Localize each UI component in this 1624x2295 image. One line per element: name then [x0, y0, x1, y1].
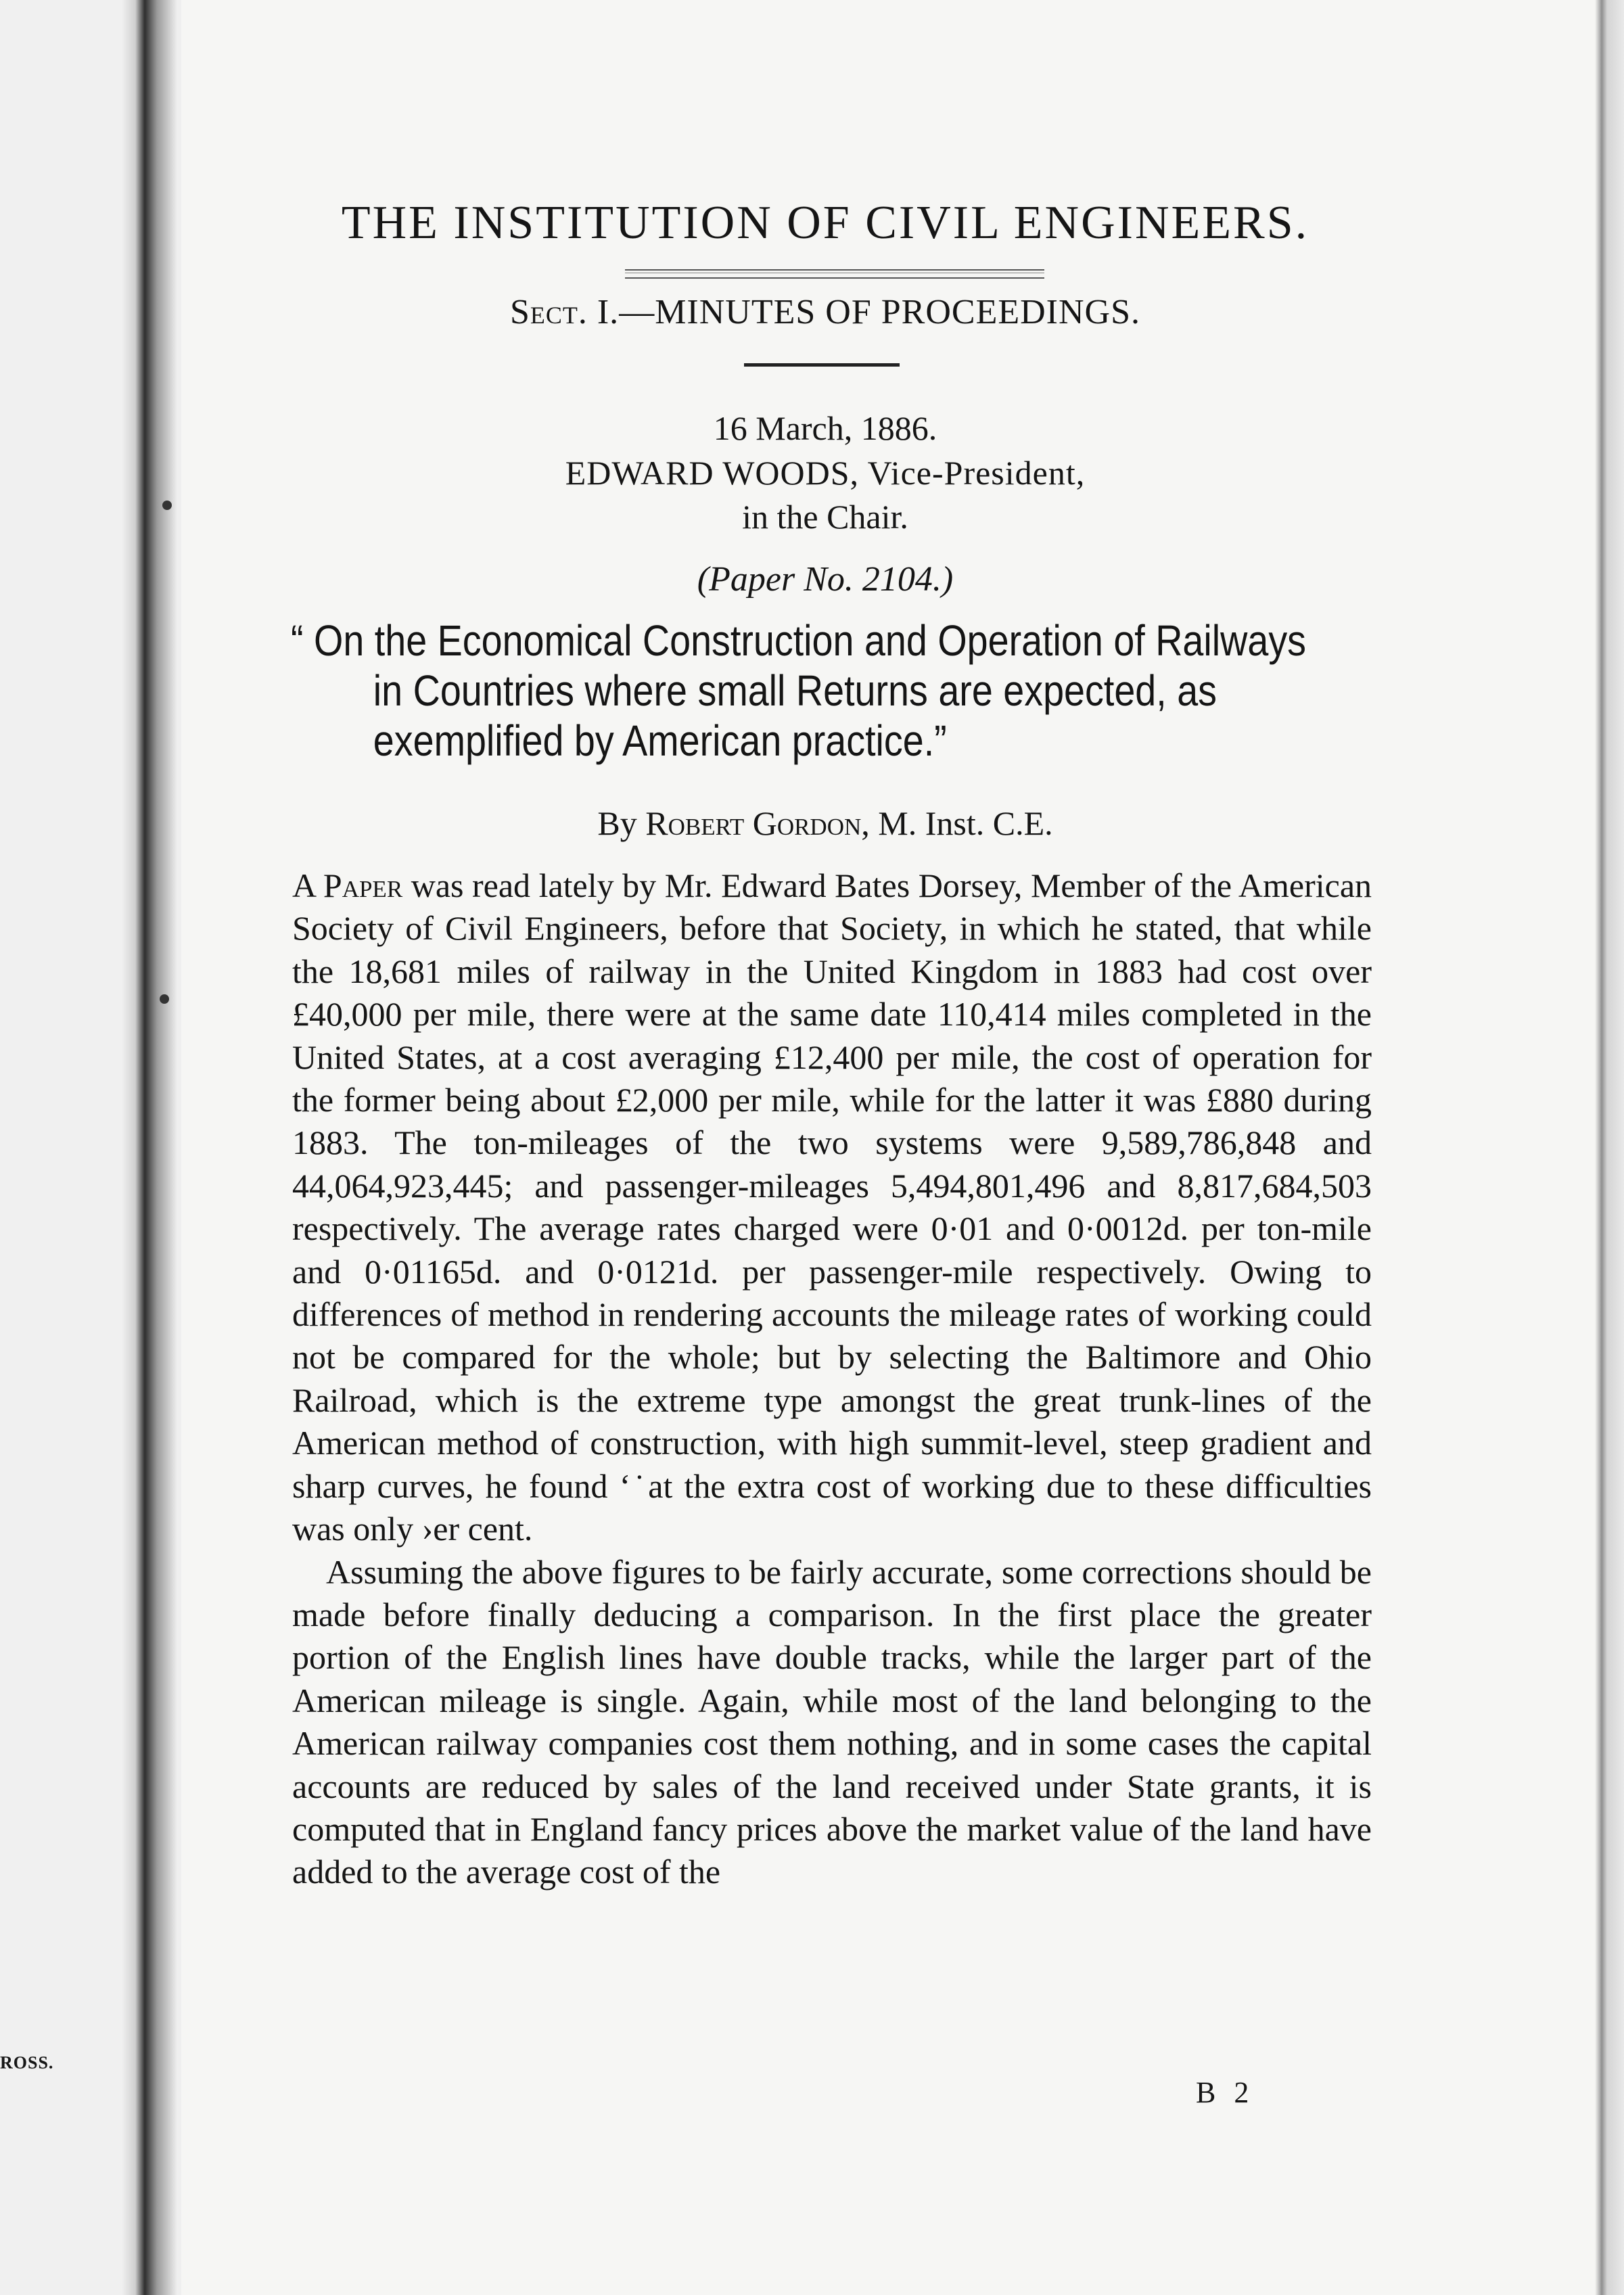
paper-title-line: in Countries where small Returns are expected, as [373, 666, 1217, 715]
paper-title-line: “ On the Economical Construction and Operation of Railways [291, 616, 1306, 665]
paragraph-text: Assuming the above figures to be fairly accurate, some corrections should be made before finally deducing a comparison. In the first place the greater portion of the English lines have double tracks, while the larger part of the American mileage is single. Again, while most of the land belonging to the American railway companies cost them nothing, and in some cases the capital accounts are reduced by sales of the land received under State grants, it is computed that in England fancy prices above the market value of the land have added to the average cost of the [292, 1552, 1372, 1891]
page-right-edge [1595, 0, 1624, 2295]
author-credentials: M. Inst. C.E. [878, 804, 1053, 842]
binding-edge [0, 0, 181, 2295]
meeting-date: 16 March, 1886. [713, 409, 937, 447]
margin-fragment: ROSS. [0, 2053, 54, 2072]
scan-speck [160, 994, 169, 1004]
title-double-rule [625, 269, 1044, 279]
author-prefix: By [597, 804, 637, 842]
paper-title [291, 616, 1306, 766]
author-name: Robert Gordon, [645, 804, 870, 842]
chair-line: EDWARD WOODS, Vice-President, [565, 454, 1086, 492]
signature-mark: B 2 [1196, 2076, 1255, 2109]
section-title: —MINUTES OF PROCEEDINGS. [619, 293, 1141, 331]
journal-title: THE INSTITUTION OF CIVIL ENGINEERS. [341, 197, 1309, 249]
paragraph [292, 1551, 1372, 1894]
body-text [292, 864, 1372, 1894]
paper-number: (Paper No. 2104.) [697, 560, 954, 599]
chair-line-2: in the Chair. [742, 498, 908, 536]
paragraph-text: was read lately by Mr. Edward Bates Dorsey, Member of the American Society of Civil Engineers, before that Society, in which he stated, that while the 18,681 miles of railway in the United Kingdom in 1883 had cost over £40,000 per mile, there were at the same date 110,414 miles completed in the United States, at a cost averaging £12,400 per mile, the cost of operation for the former being about £2,000 per mile, while for the latter it was £880 during 1883. The ton-mileages of the two systems were 9,589,786,848 and 44,064,923,445; and passenger-mileages 5,494,801,496 and 8,817,684,503 respectively. The average rates charged were 0·01 and 0·0012d. per ton-mile and 0·01165d. and 0·0121d. per passenger-mile respectively. Owing to differences of method in rendering accounts the mileage rates of working could not be compared for the whole; but by selecting the Baltimore and Ohio Railroad, which is the extreme type amongst the great trunk-lines of the American method of construction, with high summit-level, steep gradient and sharp curves, he found ‘˙at the extra cost of working due to these difficulties was only ›er cent. [292, 866, 1372, 1548]
section-abbr: Sect. I. [509, 293, 620, 331]
section-heading [271, 292, 1380, 332]
scan-speck [162, 501, 172, 510]
paragraph-lead: A Paper [292, 866, 403, 904]
paper-title-line: exemplified by American practice.” [373, 716, 947, 765]
section-rule [744, 363, 900, 367]
paragraph [292, 864, 1372, 1551]
author-line [271, 804, 1380, 843]
